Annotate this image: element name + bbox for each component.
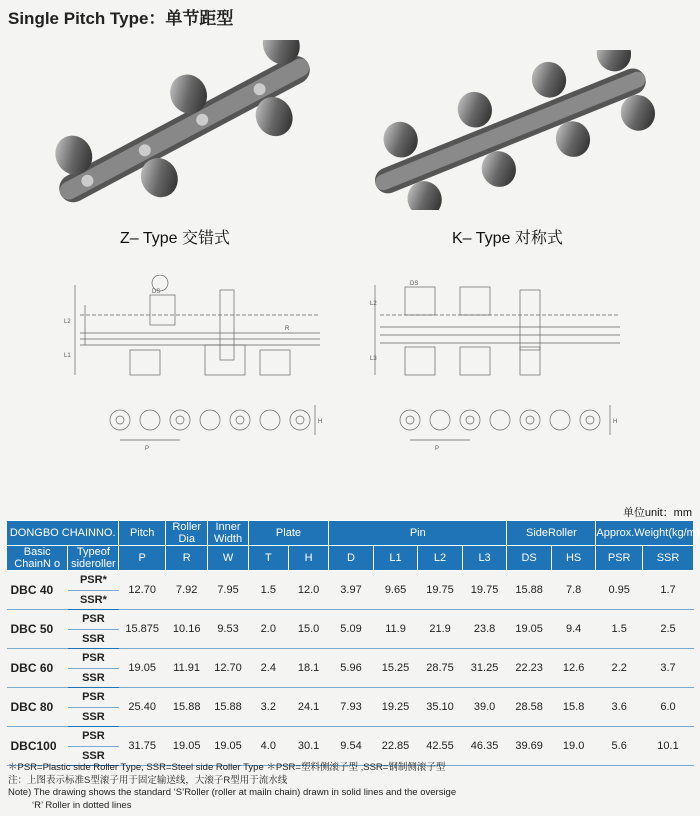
z-type-caption: Z– Type 交错式 [120,230,230,247]
cell-r: 10.16 [166,610,208,649]
cell-l2: 42.55 [418,727,463,766]
cell-l2: 35.10 [418,688,463,727]
cell-r: 15.88 [166,688,208,727]
cell-l1: 11.9 [373,610,418,649]
cell-psr: 3.6 [596,688,643,727]
table-row [7,649,694,669]
cell-h: 15.0 [288,610,328,649]
cell-ds: 15.88 [507,571,552,610]
sideroller-type: PSR [68,610,119,630]
cell-p: 31.75 [119,727,166,766]
cell-ssr: 6.0 [643,688,694,727]
cell-ds: 22.23 [507,649,552,688]
header-dongbo: DONGBO CHAINNO. [7,521,119,546]
cell-p: 12.70 [119,571,166,610]
cell-h: 30.1 [288,727,328,766]
drawing-label-l3-k: L3 [370,356,377,362]
cell-t: 4.0 [248,727,288,766]
cell-t: 1.5 [248,571,288,610]
k-type-caption: K– Type 对称式 [452,230,563,247]
cell-p: 15.875 [119,610,166,649]
sideroller-type: SSR [68,668,119,688]
z-type-technical-drawing [60,275,330,465]
cell-d: 9.54 [329,727,374,766]
cell-ssr: 10.1 [643,727,694,766]
note-line-2: 注：上图表示标准S型滚子用于固定输送线，大滚子R型用于流水线 [8,774,288,786]
drawing-label-h: H [318,419,323,425]
note-line-3: Note) The drawing shows the standard ‘S’Roller (roller at mailn chain) drawn in solid lines and the oversige [8,787,457,798]
cell-ds: 28.58 [507,688,552,727]
k-type-technical-drawing [370,275,630,465]
header-pin: Pin [329,521,507,546]
cell-hs: 19.0 [551,727,596,766]
header-roller-dia: Roller Dia [166,521,208,546]
cell-d: 5.96 [329,649,374,688]
chain-model: DBC 60 [7,649,68,688]
cell-t: 2.4 [248,649,288,688]
cell-ssr: 2.5 [643,610,694,649]
cell-l2: 28.75 [418,649,463,688]
header-r: R [166,546,208,571]
note-line-4: ‘R’ Roller in dotted lines [32,799,132,811]
note-line-1: ＊PSR=Plastic side Roller Type, SSR=Steel side Roller Type ＊PSR=塑料侧滚子型 ,SSR=钢制侧滚子型 [8,762,446,773]
cell-w: 12.70 [208,649,248,688]
cell-w: 7.95 [208,571,248,610]
cell-psr: 5.6 [596,727,643,766]
cell-w: 19.05 [208,727,248,766]
header-w: W [208,546,248,571]
header-psr: PSR [596,546,643,571]
sideroller-type: SSR [68,746,119,766]
cell-l1: 19.25 [373,688,418,727]
cell-l1: 9.65 [373,571,418,610]
cell-hs: 9.4 [551,610,596,649]
cell-l3: 19.75 [462,571,507,610]
cell-r: 11.91 [166,649,208,688]
footnotes [8,762,456,812]
cell-ssr: 3.7 [643,649,694,688]
cell-l2: 21.9 [418,610,463,649]
header-ssr: SSR [643,546,694,571]
cell-l1: 22.85 [373,727,418,766]
sideroller-type: PSR [68,727,119,747]
cell-d: 3.97 [329,571,374,610]
cell-hs: 15.8 [551,688,596,727]
cell-psr: 2.2 [596,649,643,688]
cell-d: 5.09 [329,610,374,649]
header-l3: L3 [462,546,507,571]
drawing-label-h-k: H [613,419,618,425]
header-weight: Approx.Weight(kg/m) [596,521,694,546]
cell-h: 24.1 [288,688,328,727]
cell-h: 12.0 [288,571,328,610]
sideroller-type: SSR [68,707,119,727]
drawing-label-l1: L1 [64,353,71,359]
cell-ssr: 1.7 [643,571,694,610]
drawing-label-l2: L2 [64,319,71,325]
z-type-chain-photo [35,40,335,220]
chain-model: DBC 40 [7,571,68,610]
chain-model: DBC 80 [7,688,68,727]
drawing-label-ds: DS [152,289,161,295]
cell-t: 3.2 [248,688,288,727]
cell-r: 7.92 [166,571,208,610]
table-row [7,610,694,630]
cell-t: 2.0 [248,610,288,649]
header-ds: DS [507,546,552,571]
cell-l3: 46.35 [462,727,507,766]
page-title: Single Pitch Type：单节距型 [8,9,234,28]
table-row [7,688,694,708]
header-p: P [119,546,166,571]
cell-h: 18.1 [288,649,328,688]
cell-l3: 23.8 [462,610,507,649]
cell-w: 9.53 [208,610,248,649]
table-row [7,571,694,591]
drawing-label-p: P [145,446,150,452]
drawing-label-l2-k: L2 [370,301,377,307]
drawing-label-ds-k: DS [410,281,419,287]
sideroller-type: PSR* [68,571,119,591]
header-d: D [329,546,374,571]
k-type-chain-photo [355,50,665,210]
sideroller-type: PSR [68,688,119,708]
chain-model: DBC 50 [7,610,68,649]
cell-ds: 19.05 [507,610,552,649]
header-side-roller: SideRoller [507,521,596,546]
header-l1: L1 [373,546,418,571]
sideroller-type: SSR* [68,590,119,610]
cell-r: 19.05 [166,727,208,766]
header-hs: HS [551,546,596,571]
drawing-label-p-k: P [435,446,440,452]
cell-p: 25.40 [119,688,166,727]
header-inner-width: Inner Width [208,521,248,546]
cell-l3: 39.0 [462,688,507,727]
cell-d: 7.93 [329,688,374,727]
header-plate: Plate [248,521,329,546]
cell-hs: 12.6 [551,649,596,688]
table-row [7,727,694,747]
unit-label: 单位unit：mm [622,507,692,519]
header-t: T [248,546,288,571]
header-pitch: Pitch [119,521,166,546]
cell-ds: 39.69 [507,727,552,766]
header-basic-chain: Basic ChainN o [7,546,68,571]
cell-w: 15.88 [208,688,248,727]
header-l2: L2 [418,546,463,571]
chain-model: DBC100 [7,727,68,766]
sideroller-type: SSR [68,629,119,649]
cell-l1: 15.25 [373,649,418,688]
cell-p: 19.05 [119,649,166,688]
cell-psr: 1.5 [596,610,643,649]
cell-l3: 31.25 [462,649,507,688]
sideroller-type: PSR [68,649,119,669]
cell-l2: 19.75 [418,571,463,610]
cell-hs: 7.8 [551,571,596,610]
header-h: H [288,546,328,571]
header-type-of-sideroller: Typeof sideroller [68,546,119,571]
cell-psr: 0.95 [596,571,643,610]
spec-table [6,520,700,766]
drawing-label-r: R [285,326,290,332]
